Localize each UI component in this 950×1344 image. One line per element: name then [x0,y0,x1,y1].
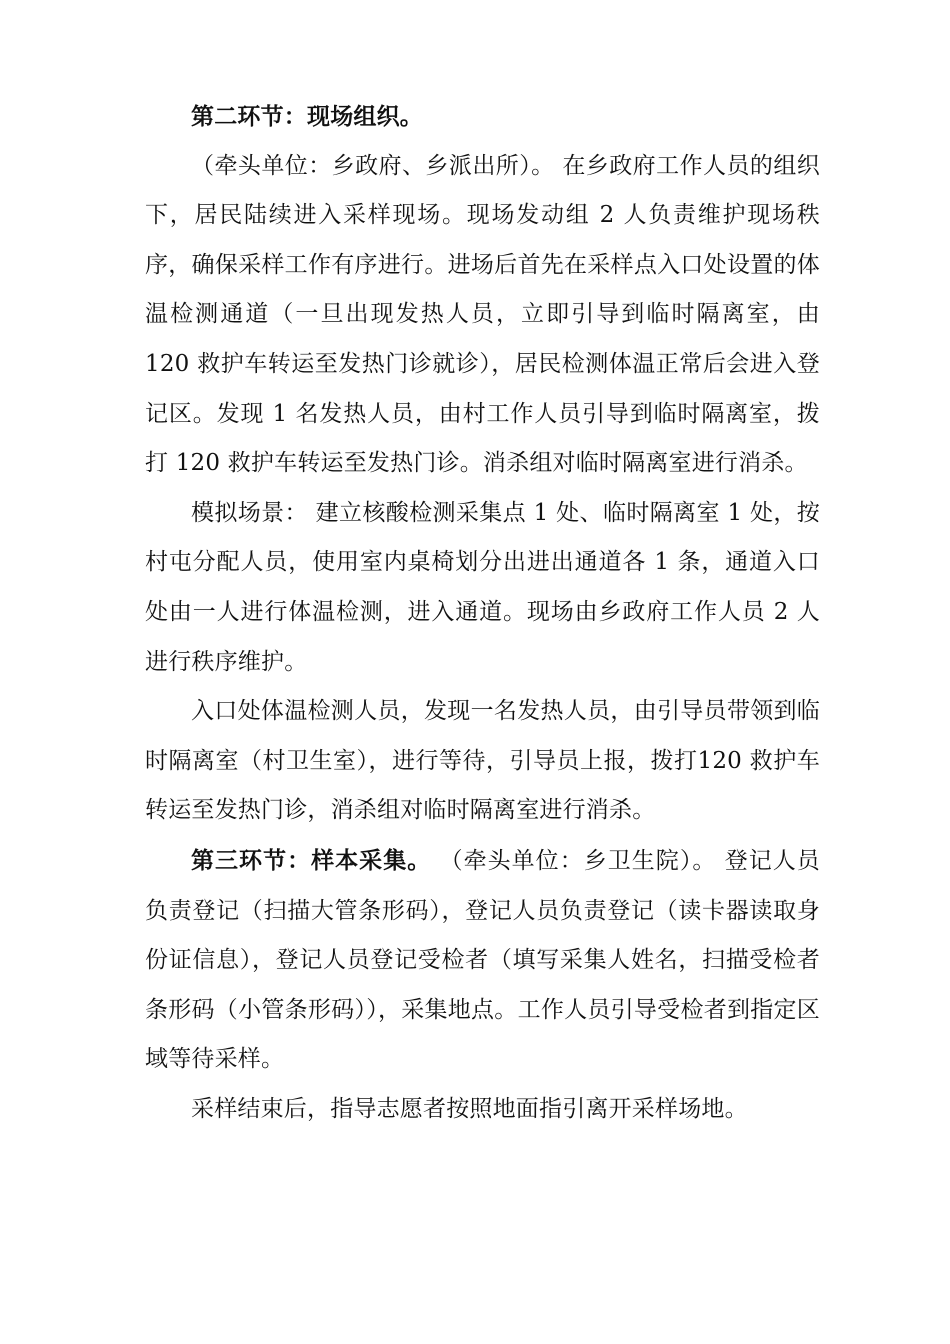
section3-closing: 采样结束后，指导志愿者按照地面指引离开采样场地。 [191,1095,748,1122]
document-page [145,92,820,1134]
section2-body: （牵头单位：乡政府、乡派出所）。 在乡政府工作人员的组织下，居民陆续进入采样现场。现场发动组 2 人负责维护现场秩序，确保采样工作有序进行。进场后首先在采样点入口处设置的体温检测通道（一旦出现发热人员，立即引导到临时隔离室，由 120 救护车转运至发热门诊就诊），居民检测体温正常后会进入登记区。发现 1 名发热人员，由村工作人员引导到临时隔离室，拨打 120 救护车转运至发热门诊。消杀组对临时隔离室进行消杀。 [145,152,820,477]
section3-body: （牵头单位：乡卫生院）。 登记人员负责登记（扫描大管条形码），登记人员负责登记（读卡器读取身份证信息），登记人员登记受检者（填写采集人姓名，扫描受检者条形码（小管条形码）），采集地点。工作人员引导受检者到指定区域等待采样。 [145,847,820,1073]
section3-heading: 第三环节：样本采集。 [191,846,432,874]
section3-paragraph [145,836,820,1085]
section2-scenario: 模拟场景： 建立核酸检测采集点 1 处、临时隔离室 1 处，按村屯分配人员，使用室内桌椅划分出进出通道各 1 条，通道入口处由一人进行体温检测，进入通道。现场由乡政府工作人员 2 人进行秩序维护。 [145,499,820,675]
section2-fever-case: 入口处体温检测人员，发现一名发热人员，由引导员带领到临时隔离室（村卫生室），进行等待，引导员上报，拨打120 救护车转运至发热门诊，消杀组对临时隔离室进行消杀。 [145,698,820,824]
section2-heading: 第二环节：现场组织。 [191,103,423,130]
